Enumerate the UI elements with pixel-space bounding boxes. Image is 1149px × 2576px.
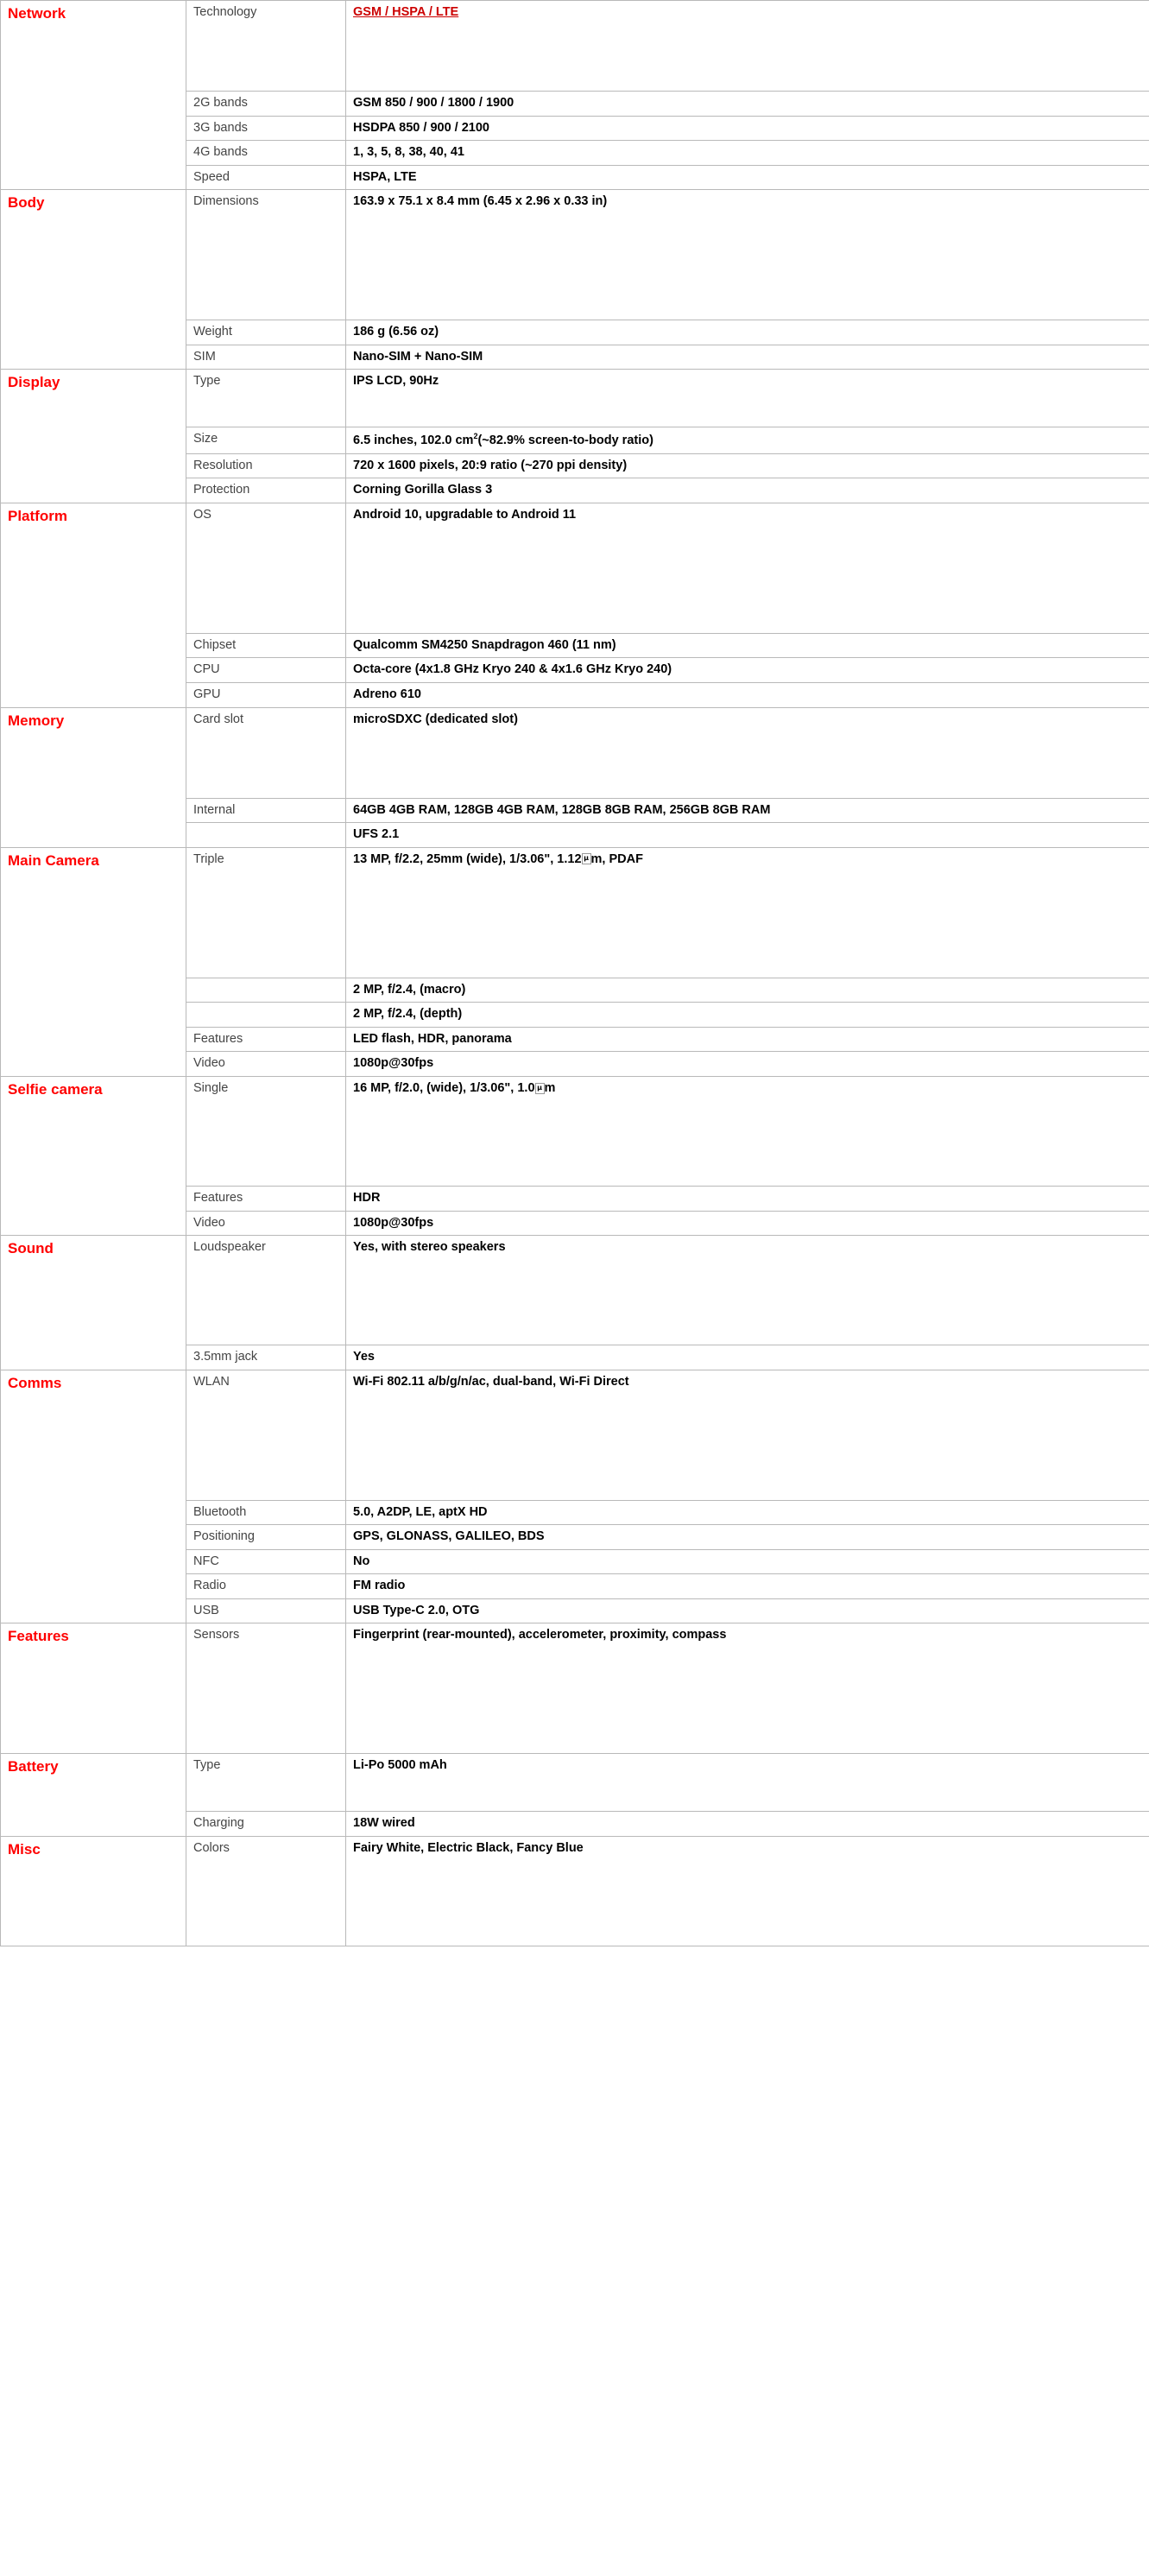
- spec-label: Features: [186, 1186, 346, 1211]
- category-label: Main Camera: [1, 847, 186, 1076]
- spec-row: [1, 1370, 1149, 1500]
- spec-value: 2 MP, f/2.4, (macro): [346, 978, 1149, 1003]
- spec-value[interactable]: [346, 1, 1149, 92]
- category-label: Features: [1, 1623, 186, 1754]
- spec-label: 3G bands: [186, 116, 346, 141]
- spec-value: 5.0, A2DP, LE, aptX HD: [346, 1500, 1149, 1525]
- spec-row: [1, 1, 1149, 92]
- spec-label: Protection: [186, 478, 346, 503]
- spec-label: Triple: [186, 847, 346, 978]
- spec-value: UFS 2.1: [346, 823, 1149, 848]
- spec-label: Speed: [186, 165, 346, 190]
- spec-row: [1, 503, 1149, 633]
- spec-label: Colors: [186, 1837, 346, 1946]
- spec-label: Technology: [186, 1, 346, 92]
- spec-row: [1, 1236, 1149, 1345]
- spec-label: Card slot: [186, 707, 346, 798]
- spec-label: Type: [186, 1754, 346, 1812]
- category-label: Sound: [1, 1236, 186, 1370]
- spec-value: GPS, GLONASS, GALILEO, BDS: [346, 1525, 1149, 1550]
- spec-value: No: [346, 1549, 1149, 1574]
- spec-value: 163.9 x 75.1 x 8.4 mm (6.45 x 2.96 x 0.33 in): [346, 190, 1149, 320]
- spec-label: Internal: [186, 798, 346, 823]
- spec-label: WLAN: [186, 1370, 346, 1500]
- spec-row: [1, 370, 1149, 427]
- spec-value: 6.5 inches, 102.0 $cm^2(\sim 82.9\%$ screen-to-body ratio): [346, 427, 1149, 453]
- spec-label: OS: [186, 503, 346, 633]
- spec-row: [1, 190, 1149, 320]
- spec-value: 2 MP, f/2.4, (depth): [346, 1003, 1149, 1028]
- spec-value: Nano-SIM + Nano-SIM: [346, 345, 1149, 370]
- spec-row: [1, 1623, 1149, 1754]
- spec-label: Sensors: [186, 1623, 346, 1754]
- spec-value: 64GB 4GB RAM, 128GB 4GB RAM, 128GB 8GB RAM, 256GB 8GB RAM: [346, 798, 1149, 823]
- spec-label: NFC: [186, 1549, 346, 1574]
- spec-label: Video: [186, 1211, 346, 1236]
- category-label: Network: [1, 1, 186, 190]
- spec-label: Radio: [186, 1574, 346, 1599]
- category-label: Display: [1, 370, 186, 503]
- spec-label: Single: [186, 1076, 346, 1186]
- spec-value: 13 MP, f/2.2, 25mm (wide), 1/3.06", 1.12 µ m, PDAF: [346, 847, 1149, 978]
- spec-value: Yes: [346, 1345, 1149, 1370]
- spec-label: Size: [186, 427, 346, 453]
- spec-value: Fairy White, Electric Black, Fancy Blue: [346, 1837, 1149, 1946]
- spec-value: Adreno 610: [346, 683, 1149, 708]
- spec-value: LED flash, HDR, panorama: [346, 1027, 1149, 1052]
- spec-label: [186, 1003, 346, 1028]
- category-label: Platform: [1, 503, 186, 707]
- spec-label: Bluetooth: [186, 1500, 346, 1525]
- spec-value: 186 g (6.56 oz): [346, 320, 1149, 345]
- spec-value: HSPA, LTE: [346, 165, 1149, 190]
- category-label: Battery: [1, 1754, 186, 1837]
- spec-row: [1, 1837, 1149, 1946]
- category-label: Body: [1, 190, 186, 370]
- spec-value: microSDXC (dedicated slot): [346, 707, 1149, 798]
- spec-label: GPU: [186, 683, 346, 708]
- spec-value: 18W wired: [346, 1812, 1149, 1837]
- spec-value: Fingerprint (rear-mounted), accelerometer, proximity, compass: [346, 1623, 1149, 1754]
- spec-value: 1080p@30fps: [346, 1211, 1149, 1236]
- spec-row: [1, 707, 1149, 798]
- spec-row: [1, 1754, 1149, 1812]
- category-label: Memory: [1, 707, 186, 847]
- spec-label: [186, 823, 346, 848]
- spec-label: Positioning: [186, 1525, 346, 1550]
- spec-label: CPU: [186, 658, 346, 683]
- spec-value: HSDPA 850 / 900 / 2100: [346, 116, 1149, 141]
- spec-value: 1080p@30fps: [346, 1052, 1149, 1077]
- spec-value: 720 x 1600 pixels, 20:9 ratio (~270 ppi density): [346, 453, 1149, 478]
- spec-label: Features: [186, 1027, 346, 1052]
- spec-value: GSM 850 / 900 / 1800 / 1900: [346, 92, 1149, 117]
- spec-label: Resolution: [186, 453, 346, 478]
- spec-value: 16 MP, f/2.0, (wide), 1/3.06", 1.0 µ m: [346, 1076, 1149, 1186]
- micron-glyph: µ: [582, 853, 591, 864]
- micron-glyph: µ: [535, 1083, 545, 1094]
- spec-label: Dimensions: [186, 190, 346, 320]
- spec-row: [1, 847, 1149, 978]
- spec-label: Loudspeaker: [186, 1236, 346, 1345]
- spec-label: SIM: [186, 345, 346, 370]
- spec-value: Android 10, upgradable to Android 11: [346, 503, 1149, 633]
- spec-row: [1, 1076, 1149, 1186]
- spec-label: 4G bands: [186, 141, 346, 166]
- spec-value: 1, 3, 5, 8, 38, 40, 41: [346, 141, 1149, 166]
- spec-label: Chipset: [186, 633, 346, 658]
- spec-value: Octa-core (4x1.8 GHz Kryo 240 & 4x1.6 GHz Kryo 240): [346, 658, 1149, 683]
- spec-label: Video: [186, 1052, 346, 1077]
- category-label: Misc: [1, 1837, 186, 1946]
- spec-label: USB: [186, 1598, 346, 1623]
- spec-value: IPS LCD, 90Hz: [346, 370, 1149, 427]
- category-label: Comms: [1, 1370, 186, 1623]
- spec-value: Yes, with stereo speakers: [346, 1236, 1149, 1345]
- spec-label: 3.5mm jack: [186, 1345, 346, 1370]
- spec-value: USB Type-C 2.0, OTG: [346, 1598, 1149, 1623]
- spec-value: Corning Gorilla Glass 3: [346, 478, 1149, 503]
- spec-label: Type: [186, 370, 346, 427]
- spec-value: HDR: [346, 1186, 1149, 1211]
- spec-label: Charging: [186, 1812, 346, 1837]
- spec-label: [186, 978, 346, 1003]
- technology-link[interactable]: GSM / HSPA / LTE: [353, 5, 459, 19]
- category-label: Selfie camera: [1, 1076, 186, 1235]
- spec-value: Qualcomm SM4250 Snapdragon 460 (11 nm): [346, 633, 1149, 658]
- spec-value: FM radio: [346, 1574, 1149, 1599]
- spec-label: 2G bands: [186, 92, 346, 117]
- spec-value: Wi-Fi 802.11 a/b/g/n/ac, dual-band, Wi-Fi Direct: [346, 1370, 1149, 1500]
- spec-label: Weight: [186, 320, 346, 345]
- spec-value: Li-Po 5000 mAh: [346, 1754, 1149, 1812]
